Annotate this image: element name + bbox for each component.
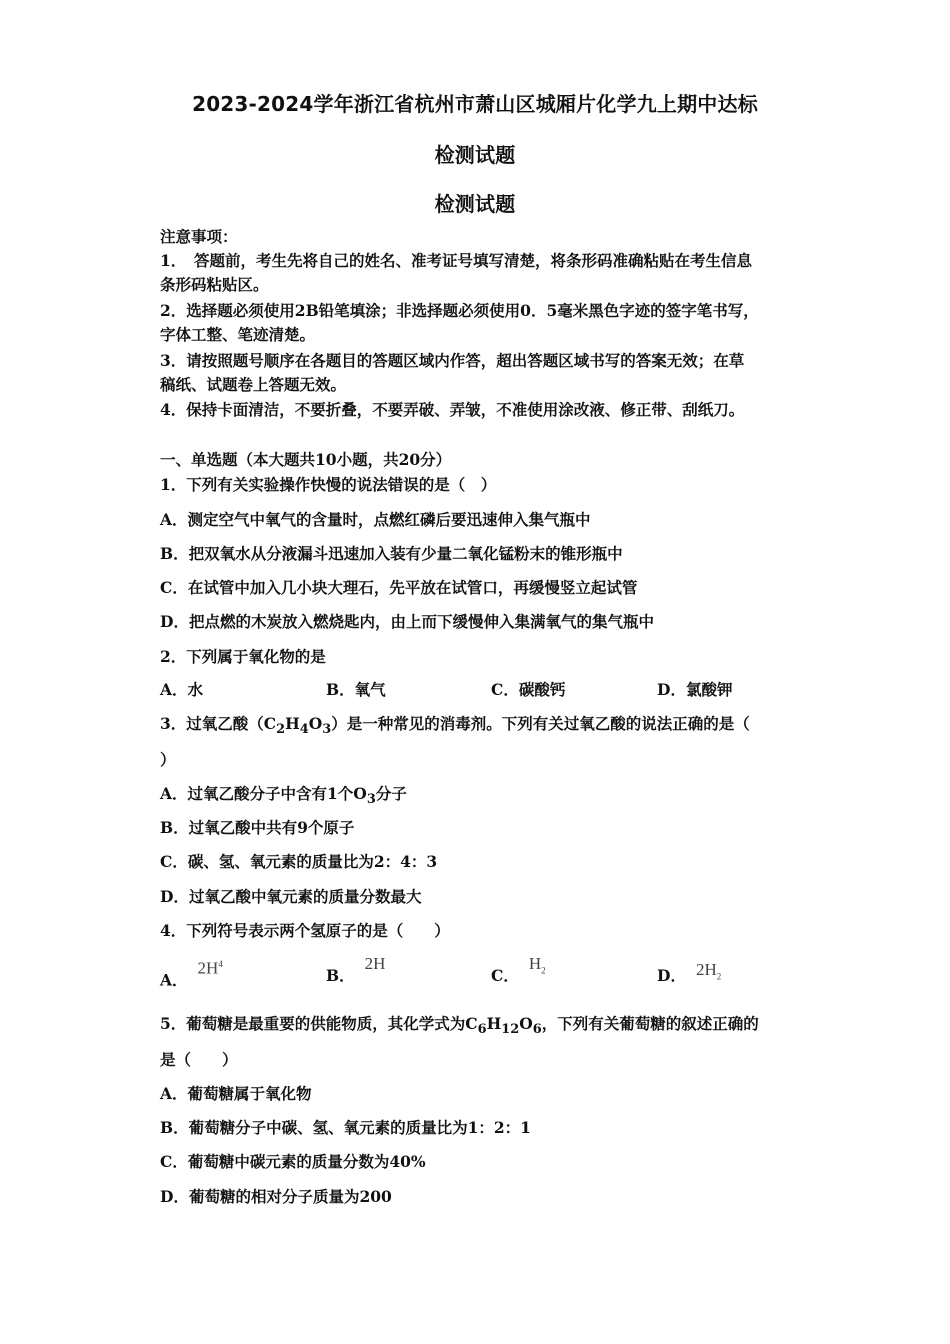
question-4-option-c: [491, 954, 546, 992]
question-5-stem: [160, 1014, 759, 1040]
question-5-option-b: B．葡萄糖分子中碳、氢、氧元素的质量比为1：2：1: [160, 1118, 531, 1137]
formula-base: H: [528, 954, 542, 973]
option-text: 分子: [375, 784, 407, 803]
question-5-option-d: D．葡萄糖的相对分子质量为200: [160, 1187, 392, 1206]
question-3-stem-continued: ）: [160, 750, 176, 769]
question-4-option-b: [326, 954, 386, 986]
notes-heading: 注意事项：: [160, 227, 238, 246]
formula-2h4: [198, 954, 223, 979]
formula-element: H: [285, 714, 300, 733]
note-3-line-a: 3．请按照题号顺序在各题目的答题区域内作答，超出答题区域书写的答案无效；在草: [160, 351, 745, 370]
question-4-option-a: [160, 958, 223, 991]
question-2-option-b: B．氧气: [326, 680, 386, 699]
formula-2h: 2H: [364, 954, 386, 973]
formula-subscript: 6: [477, 1022, 487, 1038]
option-text: A．过氧乙酸分子中含有1个O: [160, 784, 367, 803]
question-2-option-a: A．水: [160, 680, 204, 699]
formula-subscript: 6: [532, 1022, 542, 1038]
formula-element: H: [486, 1014, 502, 1033]
section-heading: 一、单选题（本大题共10小题，共20分）: [160, 450, 452, 469]
formula-h2: [529, 954, 546, 980]
exam-title-line1: 2023-2024学年浙江省杭州市萧山区城厢片化学九上期中达标: [192, 92, 758, 116]
question-2-stem: 2．下列属于氧化物的是: [160, 647, 326, 666]
question-3-option-d: D．过氧乙酸中氧元素的质量分数最大: [160, 887, 422, 906]
note-2-line-b: 字体工整、笔迹清楚。: [160, 325, 316, 344]
formula-subscript: 4: [299, 722, 309, 738]
question-4-stem: 4．下列符号表示两个氢原子的是（ ）: [160, 921, 450, 940]
option-label: D．: [657, 966, 686, 985]
exam-title-line2: 检测试题: [434, 143, 516, 167]
note-4: 4．保持卡面清洁，不要折叠，不要弄破、弄皱，不准使用涂改液、修正带、刮纸刀。: [160, 400, 745, 419]
formula-2h2: [696, 960, 721, 986]
formula-superscript: 4: [218, 959, 223, 969]
question-3-option-c: C．碳、氢、氧元素的质量比为2：4：3: [160, 852, 438, 871]
formula-subscript: 12: [501, 1022, 520, 1038]
formula-subscript: 3: [322, 722, 332, 738]
formula-subscript: 2: [541, 965, 546, 976]
question-4-option-d: [657, 960, 722, 992]
note-3-line-b: 稿纸、试题卷上答题无效。: [160, 375, 347, 394]
question-3-stem-start: 3．过氧乙酸（C: [160, 714, 277, 733]
formula-subscript: 2: [716, 971, 722, 982]
note-1-line-b: 条形码粘贴区。: [160, 275, 269, 294]
formula-element: O: [308, 714, 323, 733]
formula-subscript: 2: [276, 722, 286, 738]
question-3-option-b: B．过氧乙酸中共有9个原子: [160, 818, 355, 837]
question-5-stem-end: ，下列有关葡萄糖的叙述正确的: [541, 1014, 759, 1033]
question-5-option-a: A．葡萄糖属于氧化物: [160, 1084, 312, 1103]
option-label: C．: [491, 966, 519, 985]
question-3-option-a: [160, 784, 407, 810]
question-2-option-d: D．氯酸钾: [657, 680, 733, 699]
note-2-line-a: 2．选择题必须使用2B铅笔填涂；非选择题必须使用0．5毫米黑色字迹的签字笔书写，: [160, 301, 759, 320]
formula-element: O: [519, 1014, 533, 1033]
question-1-option-a: A．测定空气中氧气的含量时，点燃红磷后要迅速伸入集气瓶中: [160, 510, 591, 529]
question-3-stem: [160, 714, 750, 740]
option-label: A．: [160, 970, 188, 990]
question-1-stem: 1．下列有关实验操作快慢的说法错误的是（ ）: [160, 475, 497, 494]
question-2-option-c: C．碳酸钙: [491, 680, 566, 699]
note-1-line-a: 1． 答题前，考生先将自己的姓名、准考证号填写清楚，将条形码准确粘贴在考生信息: [160, 251, 753, 270]
option-label: B．: [326, 966, 355, 985]
question-5-option-c: C．葡萄糖中碳元素的质量分数为40%: [160, 1152, 426, 1171]
question-1-option-d: D．把点燃的木炭放入燃烧匙内，由上而下缓慢伸入集满氧气的集气瓶中: [160, 612, 654, 631]
formula-base: 2H: [197, 958, 219, 978]
question-5-stem-continued: 是（ ）: [160, 1050, 238, 1069]
question-1-option-c: C．在试管中加入几小块大理石，先平放在试管口，再缓慢竖立起试管: [160, 578, 638, 597]
exam-title-line3: 检测试题: [434, 192, 516, 216]
formula-subscript: 3: [366, 792, 376, 808]
question-1-option-b: B．把双氧水从分液漏斗迅速加入装有少量二氧化锰粉末的锥形瓶中: [160, 544, 623, 563]
question-5-stem-start: 5．葡萄糖是最重要的供能物质，其化学式为C: [160, 1014, 478, 1033]
question-3-stem-end: ）是一种常见的消毒剂。下列有关过氧乙酸的说法正确的是（: [331, 714, 750, 733]
formula-base: 2H: [695, 960, 717, 979]
